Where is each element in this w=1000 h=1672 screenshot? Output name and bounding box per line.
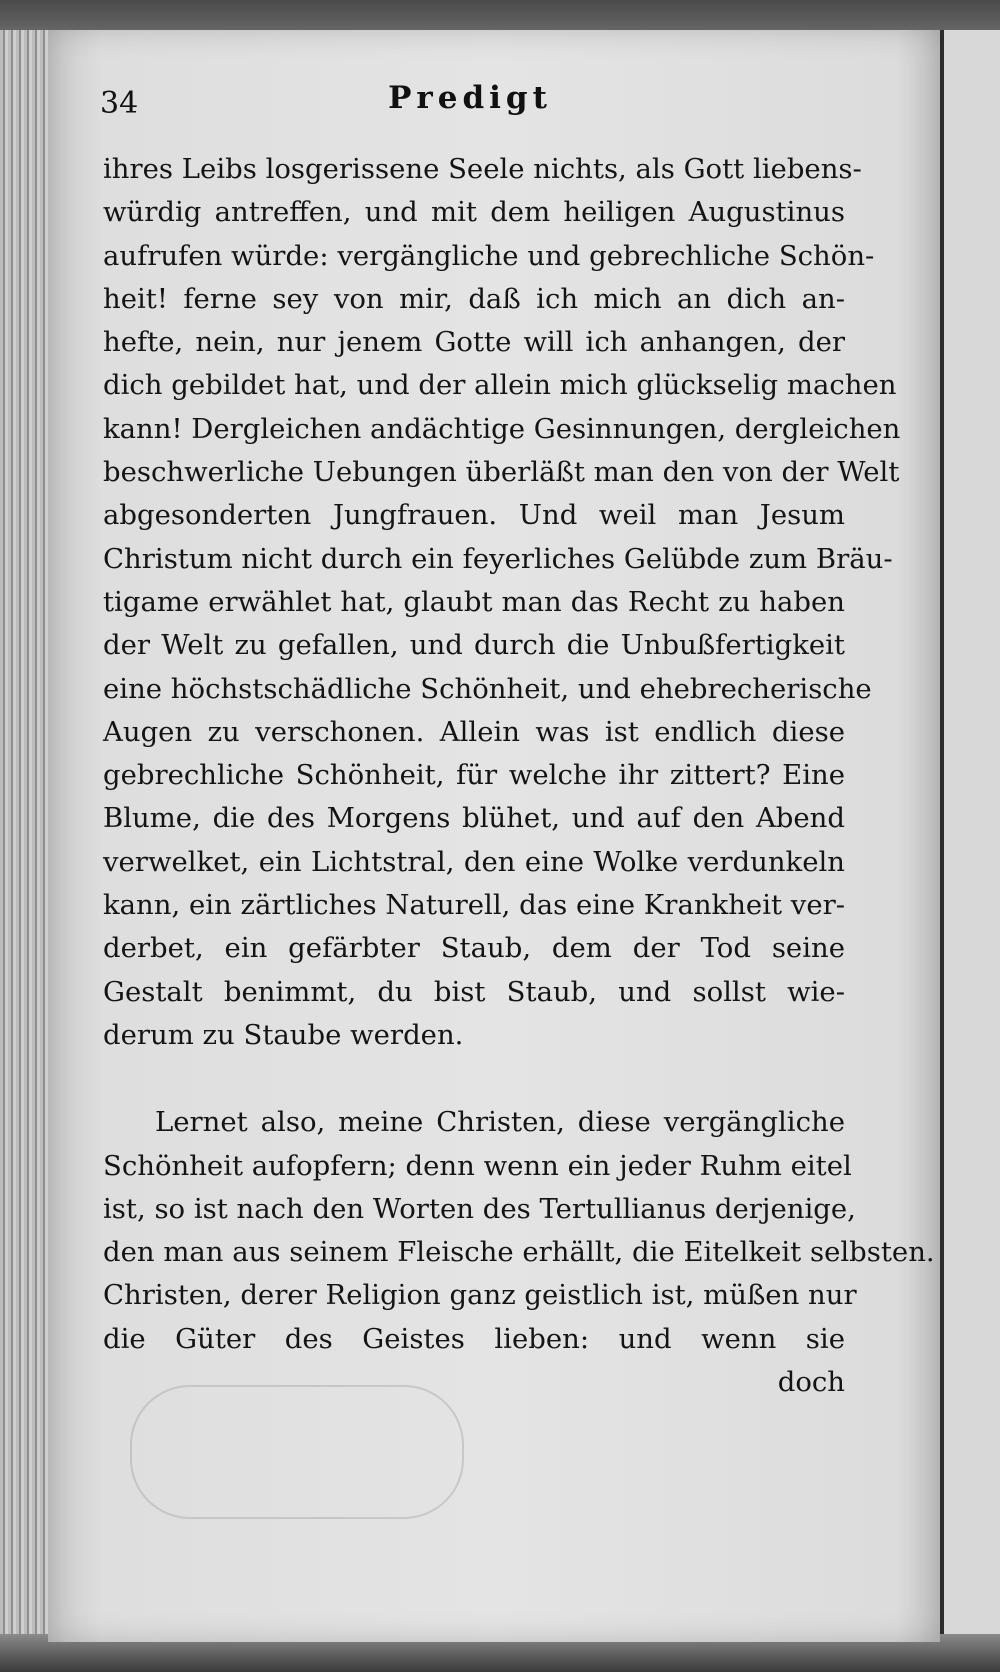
paragraph-1 <box>103 148 901 1057</box>
catchword: doch <box>777 1366 845 1399</box>
text-line: Christen, derer Religion ganz geistlich ist, müßen nur <box>103 1279 857 1312</box>
paragraph-gap <box>103 1057 845 1101</box>
text-line: Christum nicht durch ein feyerliches Gelübde zum Bräu- <box>103 542 893 575</box>
text-line: würdig antreffen, und mit dem heiligen Augustinus <box>103 196 845 229</box>
text-line: verwelket, ein Lichtstral, den eine Wolke verdunkeln <box>103 845 845 878</box>
text-line: derum zu Staube werden. <box>103 1018 464 1051</box>
text-line: Augen zu verschonen. Allein was ist endlich diese <box>103 715 845 748</box>
text-line: Gestalt benimmt, du bist Staub, und sollst wie- <box>103 975 845 1008</box>
text-line: die Güter des Geistes lieben: und wenn sie <box>103 1322 845 1355</box>
text-line: Schönheit aufopfern; denn wenn ein jeder Ruhm eitel <box>103 1149 852 1182</box>
text-line: den man aus seinem Fleische erhällt, die Eitelkeit selbsten. <box>103 1236 935 1269</box>
text-line: kann, ein zärtliches Naturell, das eine Krankheit ver- <box>103 889 846 922</box>
text-line: tigame erwählet hat, glaubt man das Recht zu haben <box>103 585 845 618</box>
page-stack-edge <box>0 30 52 1640</box>
page-header <box>100 80 840 130</box>
text-line: ist, so ist nach den Worten des Tertullianus derjenige, <box>103 1192 856 1225</box>
text-line: abgesonderten Jungfrauen. Und weil man Jesum <box>103 499 845 532</box>
text-line: ihres Leibs losgerissene Seele nichts, als Gott liebens- <box>103 153 862 185</box>
text-line: derbet, ein gefärbter Staub, dem der Tod seine <box>103 932 845 965</box>
text-line: Blume, die des Morgens blühet, und auf den Abend <box>103 802 845 835</box>
text-line: heit! ferne sey von mir, daß ich mich an dich an- <box>103 282 845 315</box>
running-head: Predigt <box>388 80 552 116</box>
text-line: kann! Dergleichen andächtige Gesinnungen, dergleichen <box>103 412 901 445</box>
main-text <box>103 148 935 1404</box>
text-line: beschwerliche Uebungen überläßt man den von der Welt <box>103 456 900 489</box>
paragraph-2 <box>103 1101 935 1404</box>
text-line: eine höchstschädliche Schönheit, und ehebrecherische <box>103 672 872 705</box>
library-stamp <box>130 1385 464 1519</box>
page-number: 34 <box>100 86 139 121</box>
text-line: dich gebildet hat, und der allein mich glückselig machen <box>103 369 897 402</box>
facing-page-edge <box>938 30 1000 1640</box>
text-line: hefte, nein, nur jenem Gotte will ich anhangen, der <box>103 326 845 359</box>
text-line: gebrechliche Schönheit, für welche ihr zittert? Eine <box>103 759 845 792</box>
text-line: Lernet also, meine Christen, diese vergängliche <box>155 1106 845 1139</box>
text-line: der Welt zu gefallen, und durch die Unbußfertigkeit <box>103 629 845 662</box>
text-line: aufrufen würde: vergängliche und gebrechliche Schön- <box>103 239 875 272</box>
